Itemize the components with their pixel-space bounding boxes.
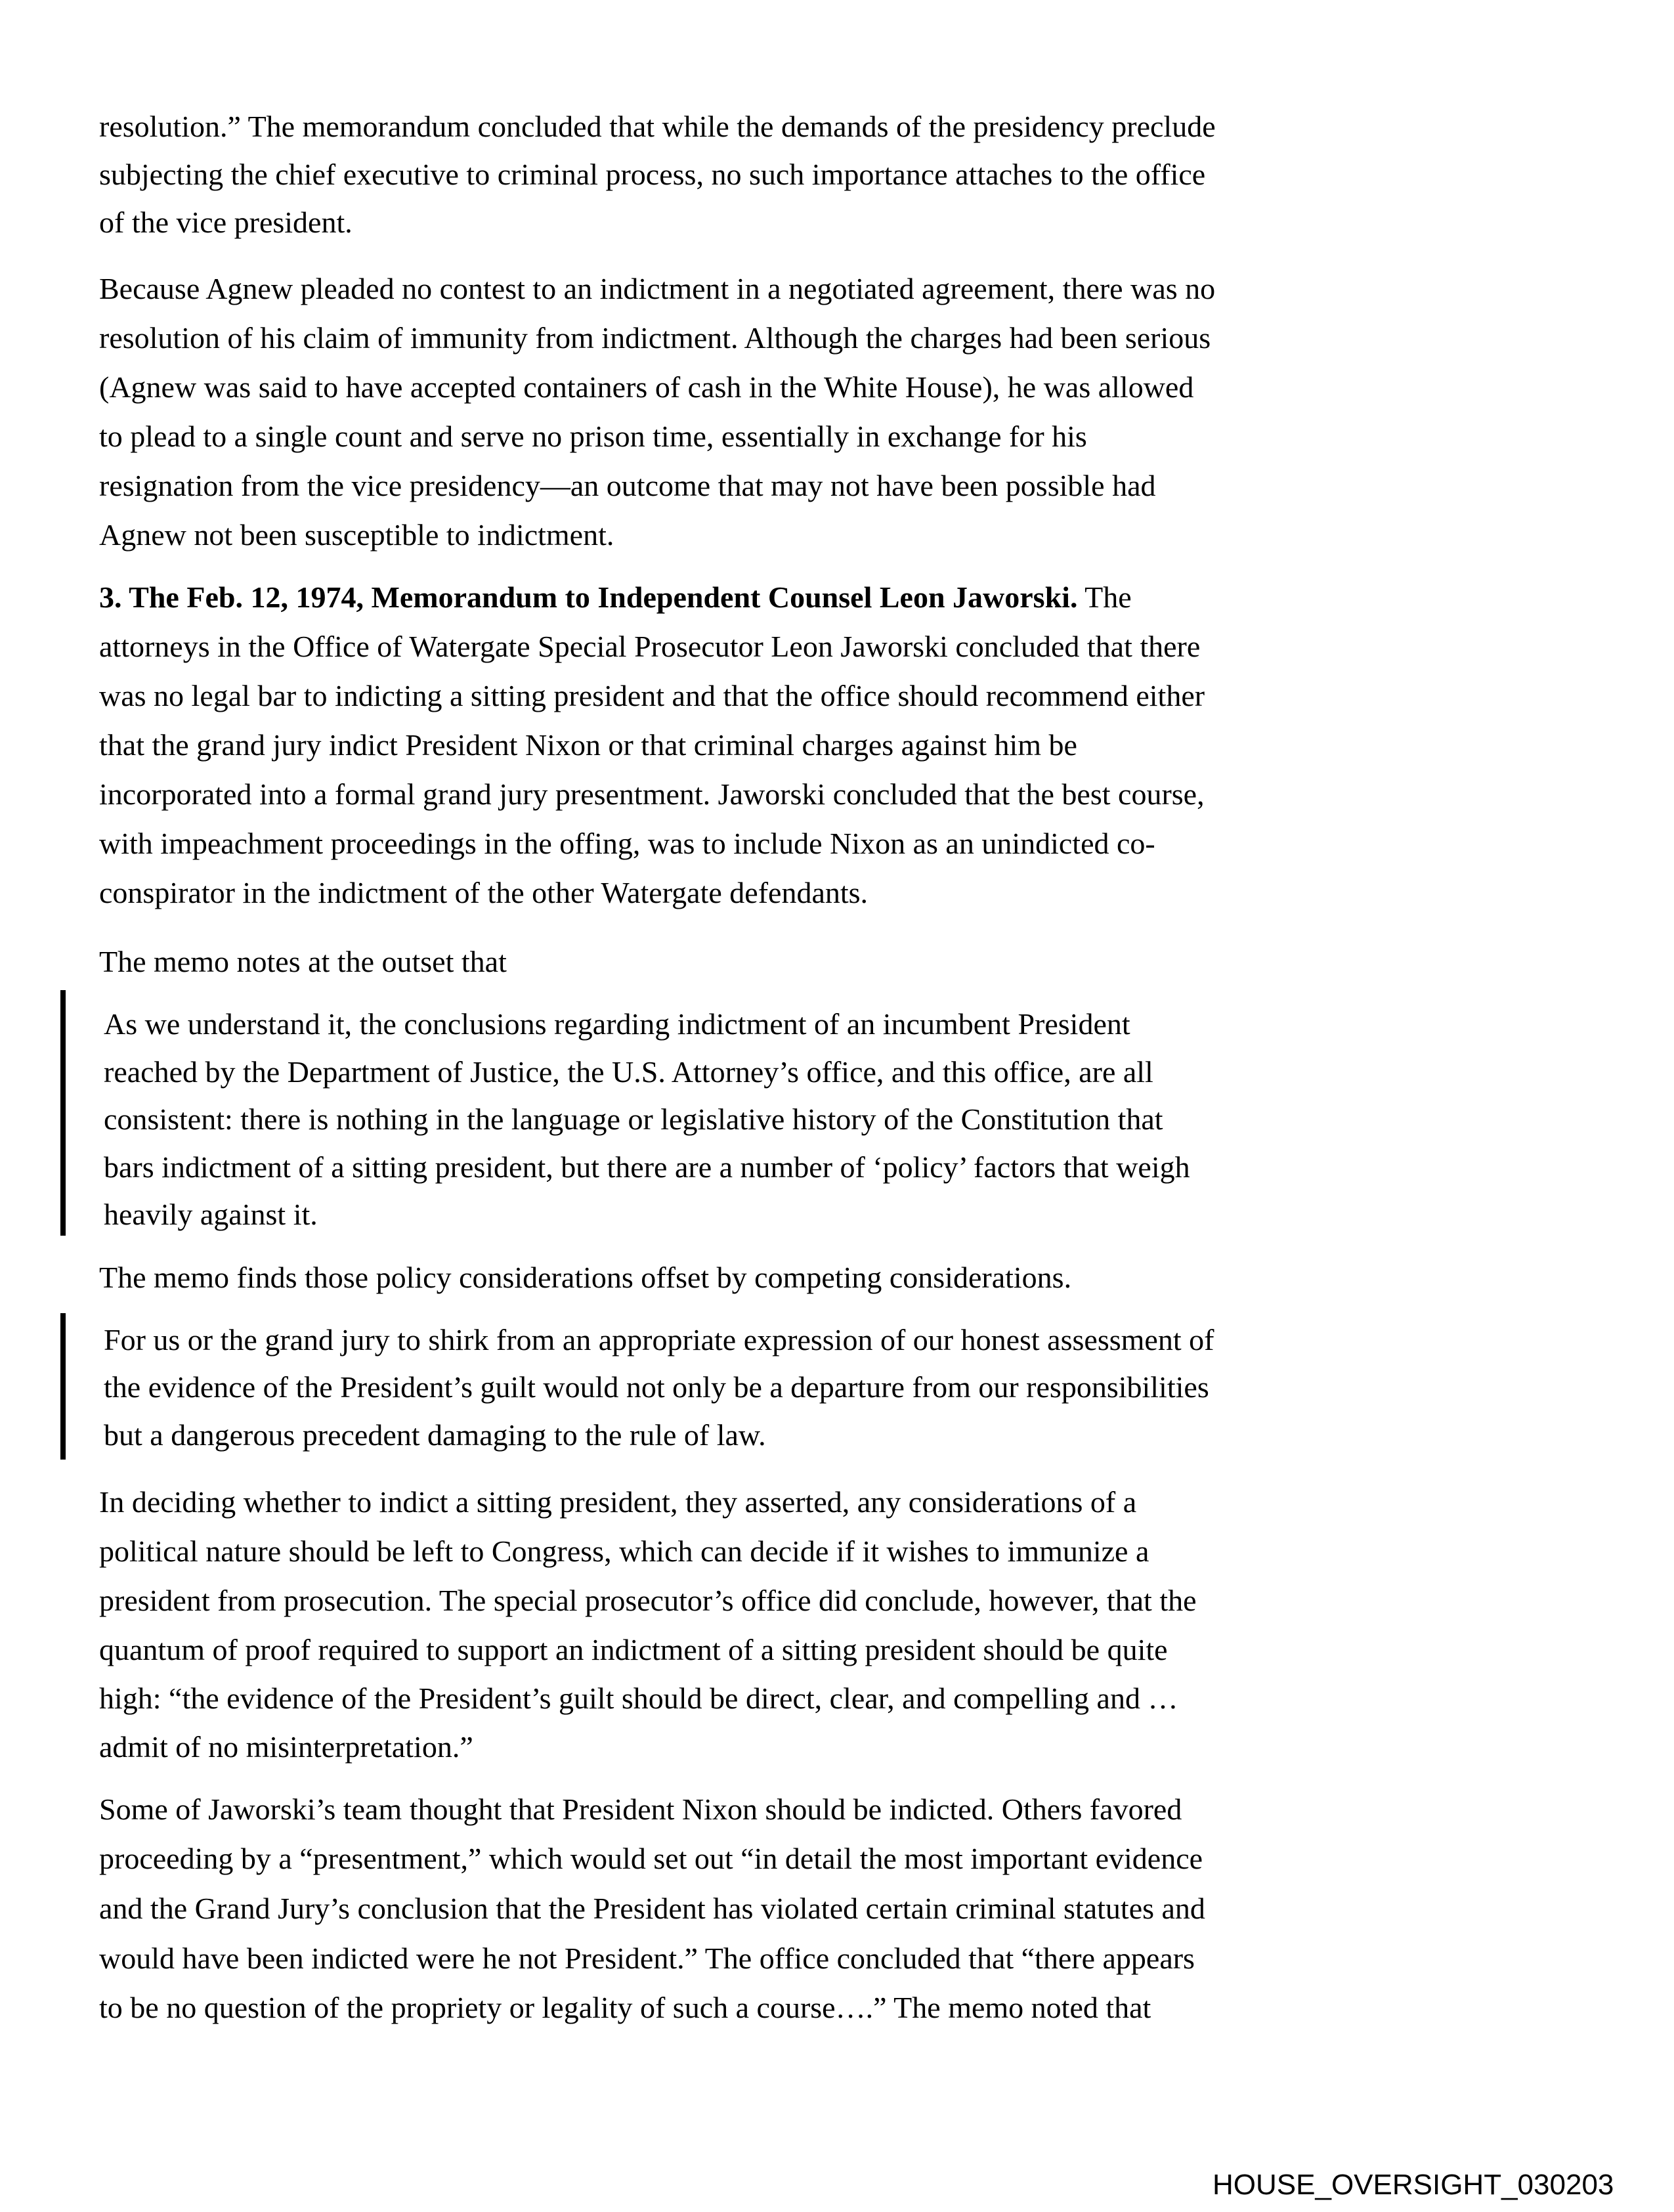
text-line: resignation from the vice presidency—an outcome that may not have been possible had <box>99 469 1156 502</box>
quote-bar <box>60 990 66 1236</box>
heading-tail-text: The <box>1077 580 1132 614</box>
text-line: admit of no misinterpretation.” <box>99 1730 473 1764</box>
text-line: conspirator in the indictment of the other Watergate defendants. <box>99 876 869 909</box>
text-line: president from prosecution. The special prosecutor’s office did conclude, however, that the <box>99 1584 1197 1617</box>
text-line: Because Agnew pleaded no contest to an indictment in a negotiated agreement, there was no <box>99 272 1216 305</box>
text-line: and the Grand Jury’s conclusion that the President has violated certain criminal statutes and <box>99 1892 1205 1925</box>
quote-bar <box>60 1313 66 1460</box>
section-heading-line <box>99 582 1132 613</box>
section-heading: 3. The Feb. 12, 1974, Memorandum to Independent Counsel Leon Jaworski. <box>99 580 1078 614</box>
text-line: (Agnew was said to have accepted containers of cash in the White House), he was allowed <box>99 370 1194 404</box>
text-line: political nature should be left to Congress, which can decide if it wishes to immunize a <box>99 1534 1149 1568</box>
text-line: was no legal bar to indicting a sitting president and that the office should recommend either <box>99 679 1205 712</box>
text-line: attorneys in the Office of Watergate Special Prosecutor Leon Jaworski concluded that there <box>99 630 1201 663</box>
quote-line: but a dangerous precedent damaging to the rule of law. <box>104 1418 766 1452</box>
text-line: The memo finds those policy considerations offset by competing considerations. <box>99 1261 1072 1294</box>
quote-line: heavily against it. <box>104 1198 318 1231</box>
text-line: Agnew not been susceptible to indictment. <box>99 518 614 552</box>
text-line: resolution.” The memorandum concluded that while the demands of the presidency preclude <box>99 110 1216 143</box>
quote-line: consistent: there is nothing in the language or legislative history of the Constitution that <box>104 1102 1163 1136</box>
text-line: would have been indicted were he not President.” The office concluded that “there appears <box>99 1941 1195 1975</box>
text-line: Some of Jaworski’s team thought that President Nixon should be indicted. Others favored <box>99 1792 1182 1826</box>
text-line: to be no question of the propriety or legality of such a course….” The memo noted that <box>99 1991 1151 2024</box>
quote-line: For us or the grand jury to shirk from an appropriate expression of our honest assessment of <box>104 1323 1214 1356</box>
quote-line: As we understand it, the conclusions regarding indictment of an incumbent President <box>104 1007 1130 1041</box>
text-line: In deciding whether to indict a sitting president, they asserted, any considerations of a <box>99 1485 1137 1519</box>
text-line: of the vice president. <box>99 206 353 239</box>
text-line: subjecting the chief executive to criminal process, no such importance attaches to the office <box>99 158 1206 191</box>
quote-line: bars indictment of a sitting president, but there are a number of ‘policy’ factors that weigh <box>104 1150 1190 1184</box>
text-line: that the grand jury indict President Nixon or that criminal charges against him be <box>99 728 1077 762</box>
text-line: with impeachment proceedings in the offing, was to include Nixon as an unindicted co- <box>99 827 1155 860</box>
quote-line: the evidence of the President’s guilt would not only be a departure from our responsibilities <box>104 1370 1209 1404</box>
text-line: proceeding by a “presentment,” which would set out “in detail the most important evidence <box>99 1842 1203 1875</box>
text-line: quantum of proof required to support an indictment of a sitting president should be quite <box>99 1633 1168 1666</box>
text-line: resolution of his claim of immunity from indictment. Although the charges had been serious <box>99 321 1211 355</box>
text-line: high: “the evidence of the President’s guilt should be direct, clear, and compelling and … <box>99 1681 1178 1715</box>
text-line: to plead to a single count and serve no prison time, essentially in exchange for his <box>99 420 1087 453</box>
quote-line: reached by the Department of Justice, the U.S. Attorney’s office, and this office, are all <box>104 1055 1153 1089</box>
text-line: The memo notes at the outset that <box>99 945 507 978</box>
text-line: incorporated into a formal grand jury presentment. Jaworski concluded that the best course, <box>99 777 1205 811</box>
bates-number: HOUSE_OVERSIGHT_030203 <box>1213 2169 1614 2201</box>
